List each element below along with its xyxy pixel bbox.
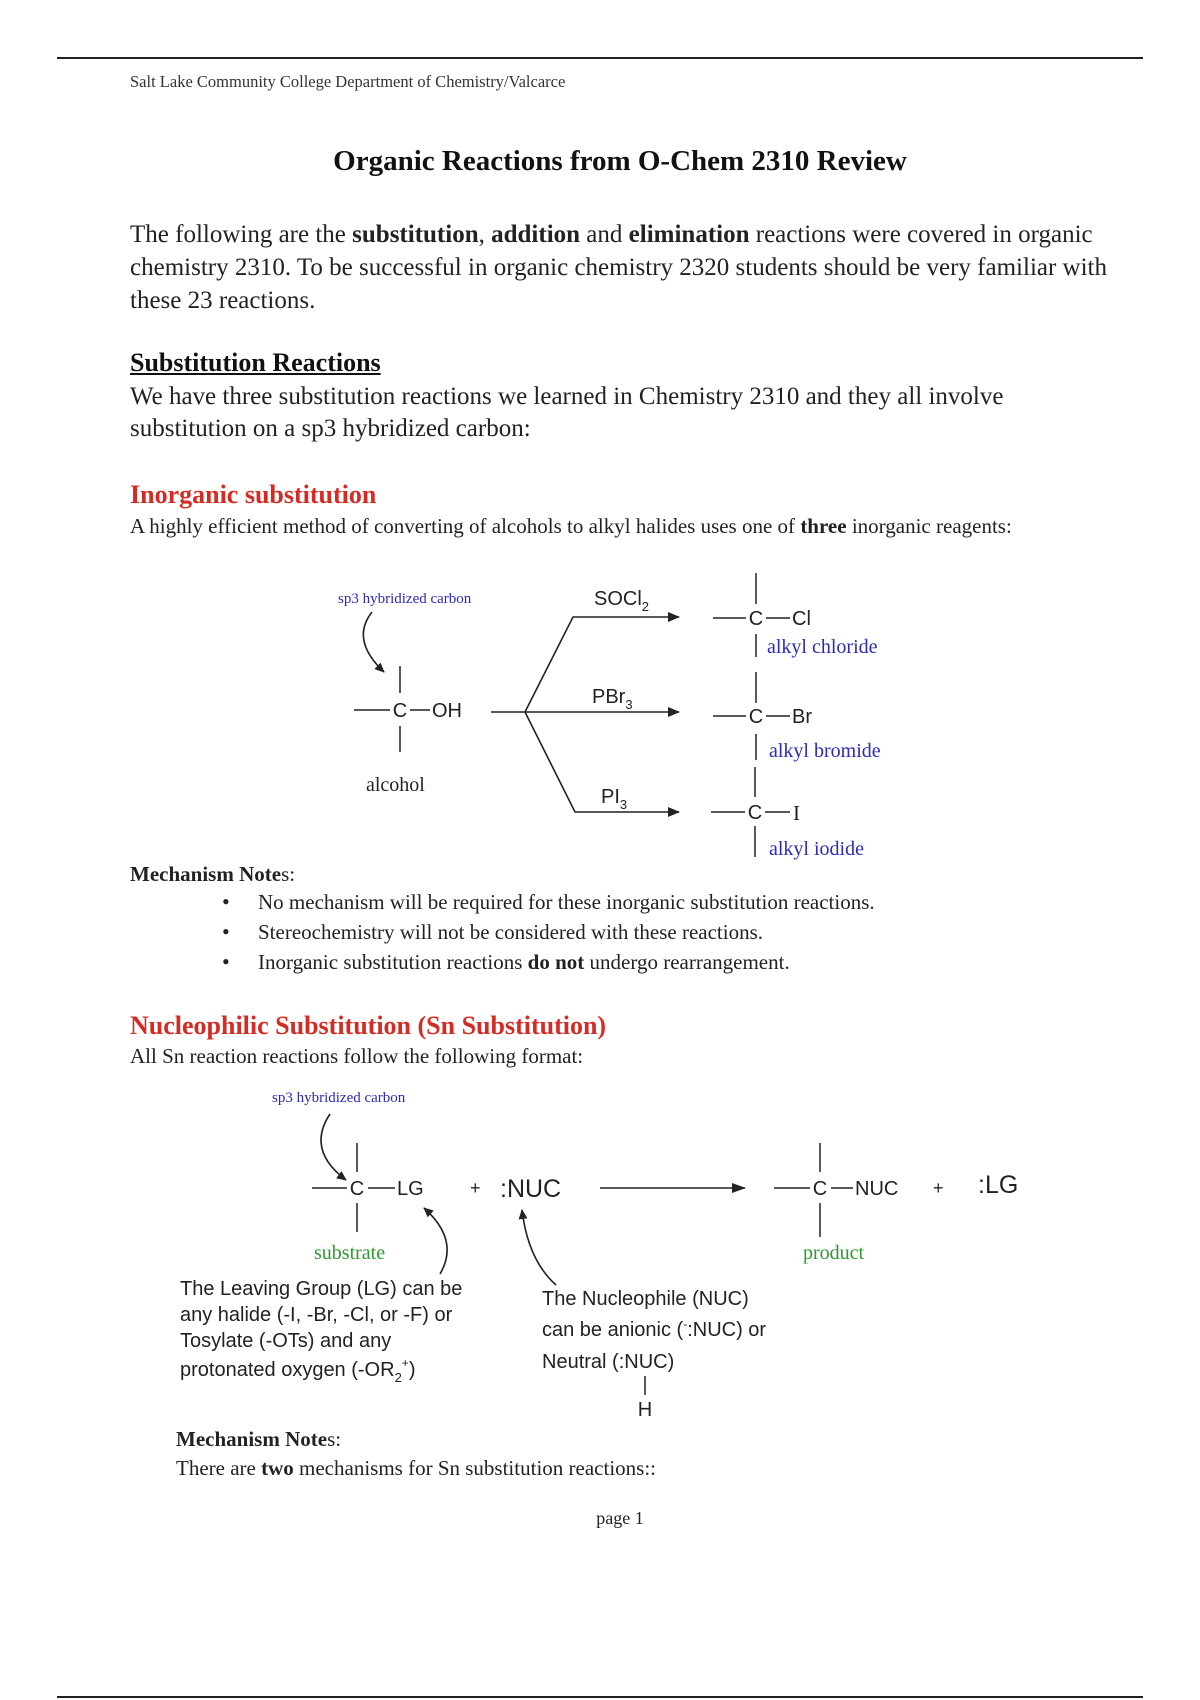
lg-note-line: Tosylate (-OTs) and any bbox=[180, 1330, 392, 1352]
product3-label: alkyl iodide bbox=[769, 838, 864, 860]
substitution-heading: Substitution Reactions bbox=[130, 348, 381, 377]
product-carbon: C bbox=[812, 1178, 828, 1200]
alcohol-carbon: C bbox=[392, 700, 408, 722]
top-rule bbox=[57, 57, 1143, 59]
sn-mechanism-notes-heading: Mechanism Notes: bbox=[176, 1427, 342, 1451]
intro-paragraph: The following are the substitution, addition and elimination reactions were covered in organic chemistry 2310. To be successful in organic chemistry 2320 students should be very familiar with these 23 reactions. bbox=[130, 221, 1108, 314]
bottom-rule bbox=[57, 1696, 1143, 1698]
product2-carbon: C bbox=[748, 706, 764, 728]
sn-diagram bbox=[0, 1080, 1200, 1420]
page-header: Salt Lake Community College Department of Chemistry/Valcarce bbox=[130, 72, 566, 91]
nucleophile: :NUC bbox=[500, 1175, 562, 1203]
list-item: • No mechanism will be required for these inorganic substitution reactions. bbox=[210, 887, 875, 917]
sp3-pointer-arrow bbox=[363, 612, 384, 672]
lg-note-line: The Leaving Group (LG) can be bbox=[180, 1278, 463, 1300]
product-nuc: NUC bbox=[855, 1178, 899, 1200]
inorganic-mechanism-notes-heading: Mechanism Notes: bbox=[130, 862, 296, 886]
plus-sign-2: + bbox=[933, 1178, 944, 1198]
substrate-carbon: C bbox=[349, 1178, 365, 1200]
product1-label: alkyl chloride bbox=[767, 636, 878, 658]
alcohol-label: alcohol bbox=[366, 774, 425, 796]
lg-note-line: protonated oxygen $(-OR_2^+)$ bbox=[180, 1356, 416, 1385]
nuc-h: H bbox=[637, 1399, 653, 1420]
product2-label: alkyl bromide bbox=[769, 740, 881, 762]
nuc-note-line: can be anionic (-:NUC) or bbox=[542, 1317, 767, 1341]
nuc-note-line: The Nucleophile (NUC) bbox=[542, 1288, 749, 1310]
reagent-pi3: $PI_3$ bbox=[601, 786, 628, 812]
product3-i: I bbox=[793, 801, 800, 825]
sn-sp3-label: sp3 hybridized carbon bbox=[272, 1090, 406, 1106]
sn-mechanism-text: There are two mechanisms for Sn substitution reactions:: bbox=[176, 1456, 656, 1480]
nuc-pointer-arrow bbox=[522, 1210, 556, 1285]
product1-carbon: C bbox=[748, 608, 764, 630]
inorganic-description: A highly efficient method of converting of alcohols to alkyl halides uses one of three inorganic reagents: bbox=[130, 514, 1012, 538]
sp3-label: sp3 hybridized carbon bbox=[338, 591, 472, 607]
leaving-group-product: :LG bbox=[978, 1171, 1019, 1199]
nuc-note-line: Neutral (:NUC) bbox=[542, 1351, 675, 1373]
product1-cl: Cl bbox=[792, 608, 811, 630]
inorganic-notes-list bbox=[210, 887, 875, 977]
substitution-text: We have three substitution reactions we learned in Chemistry 2310 and they all involve substitution on a sp3 hybridized carbon: bbox=[130, 383, 1004, 442]
reagent-pbr3: PBr$_3$ bbox=[592, 686, 633, 712]
product-label: product bbox=[803, 1242, 865, 1264]
substrate-label: substrate bbox=[314, 1242, 386, 1264]
sn-sp3-pointer-arrow bbox=[321, 1114, 346, 1180]
page-title: Organic Reactions from O-Chem 2310 Review bbox=[333, 145, 907, 177]
product3-carbon: C bbox=[747, 802, 763, 824]
alcohol-oh: OH bbox=[432, 700, 462, 722]
lg-pointer-arrow bbox=[424, 1208, 447, 1274]
nucleophilic-description: All Sn reaction reactions follow the following format: bbox=[130, 1044, 584, 1068]
substrate-lg: LG bbox=[397, 1178, 424, 1200]
reagent-socl2: SOCl$_2$ bbox=[594, 588, 650, 614]
page-number: page 1 bbox=[596, 1508, 644, 1528]
product2-br: Br bbox=[792, 706, 812, 728]
inorganic-diagram bbox=[0, 560, 1200, 860]
list-item: • Stereochemistry will not be considered with these reactions. bbox=[210, 917, 875, 947]
lg-note-line: any halide (-I, -Br, -Cl, or -F) or bbox=[180, 1304, 453, 1326]
inorganic-heading: Inorganic substitution bbox=[130, 480, 377, 509]
plus-sign-1: + bbox=[470, 1178, 481, 1198]
nucleophilic-heading: Nucleophilic Substitution (Sn Substitution) bbox=[130, 1011, 607, 1040]
list-item: • Inorganic substitution reactions do not undergo rearrangement. bbox=[210, 947, 875, 977]
